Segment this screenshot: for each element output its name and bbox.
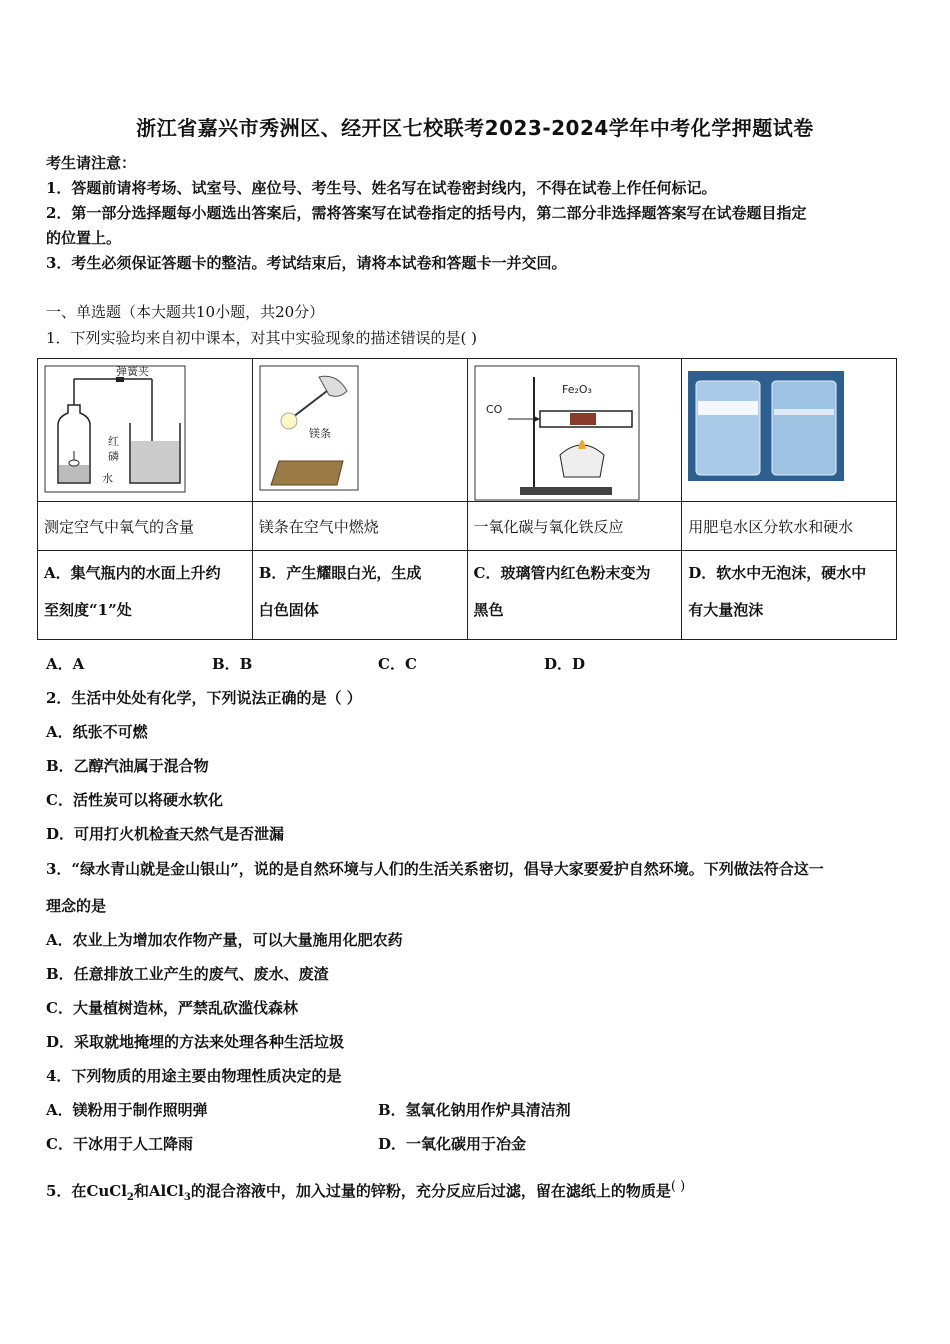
question-4-options-row2 [46, 1133, 710, 1154]
option-d[interactable]: D．可用打火机检查天然气是否泄漏 [46, 825, 285, 843]
figure-label: 红 [108, 435, 119, 448]
option-a[interactable]: A．纸张不可燃 [46, 723, 148, 741]
question-3-stem-cont: 理念的是 [46, 897, 107, 915]
stem-text: 的混合溶液中，加入过量的锌粉，充分反应后过滤，留在滤纸上的物质是 [190, 1182, 671, 1200]
caption-cell: 用肥皂水区分软水和硬水 [682, 502, 897, 551]
option-c[interactable]: C．大量植树造林，严禁乱砍滥伐森林 [46, 999, 298, 1017]
caption-cell: 测定空气中氧气的含量 [38, 502, 253, 551]
description-line: A．集气瓶内的水面上升约 [44, 564, 221, 582]
stem-text: 和 [133, 1182, 149, 1200]
figure-cell-c [467, 359, 682, 502]
description-line: 白色固体 [258, 601, 319, 619]
description-cell-a [38, 551, 253, 640]
page-title: 浙江省嘉兴市秀洲区、经开区七校联考2023-2024学年中考化学押题试卷 [136, 116, 814, 140]
option-b[interactable]: B．任意排放工业产生的废气、废水、废渣 [46, 965, 329, 983]
question-5-stem [46, 1180, 685, 1203]
section-heading: 一、单选题（本大题共10小题，共20分） [46, 303, 325, 321]
question-4-stem: 4．下列物质的用途主要由物理性质决定的是 [46, 1067, 342, 1085]
question-3-stem: 3．“绿水青山就是金山银山”，说的是自然环境与人们的生活关系密切，倡导大家要爱护自然环境。下列做法符合这一 [46, 860, 824, 878]
formula-subscript: 3 [183, 1192, 191, 1203]
caption-cell: 一氧化碳与氧化铁反应 [467, 502, 682, 551]
stem-text: 5．在 [46, 1182, 87, 1200]
co-iron-oxide-figure [474, 365, 640, 501]
figure-label: 镁条 [308, 427, 331, 440]
option-d[interactable]: D．采取就地掩埋的方法来处理各种生活垃圾 [46, 1033, 345, 1051]
option-b[interactable]: B．B [212, 655, 253, 673]
figure-label: Fe₂O₃ [561, 383, 592, 396]
figure-label: 弹簧夹 [116, 365, 149, 378]
notice-item: 3．考生必须保证答题卡的整洁。考试结束后，请将本试卷和答题卡一并交回。 [46, 254, 567, 272]
figure-cell-d [682, 359, 897, 502]
description-line: D．软水中无泡沫，硬水中 [688, 564, 867, 582]
option-c[interactable]: C．C [378, 655, 417, 673]
description-line: 至刻度“1”处 [44, 601, 132, 619]
question-2-stem: 2．生活中处处有化学，下列说法正确的是（ ） [46, 689, 362, 707]
figure-label: CO [485, 403, 502, 416]
option-d[interactable]: D．D [544, 655, 586, 673]
soap-water-figure [688, 371, 844, 481]
formula: AlCl [148, 1182, 184, 1200]
notice-item: 2．第一部分选择题每小题选出答案后，需将答案写在试卷指定的括号内，第二部分非选择题答案写在试卷题目指定 [46, 204, 807, 222]
description-line: 黑色 [473, 601, 504, 619]
notice-item: 的位置上。 [46, 229, 122, 247]
option-d[interactable]: D．一氧化碳用于冶金 [378, 1135, 527, 1153]
magnesium-burning-figure [259, 365, 359, 491]
question-1-stem: 1．下列实验均来自初中课本，对其中实验现象的描述错误的是( ) [46, 329, 478, 347]
option-a[interactable]: A．A [46, 655, 85, 673]
oxygen-measurement-figure [44, 365, 186, 493]
figure-label: 水 [102, 472, 113, 485]
option-b[interactable]: B．乙醇汽油属于混合物 [46, 757, 209, 775]
description-cell-b [252, 551, 467, 640]
option-a[interactable]: A．镁粉用于制作照明弹 [46, 1101, 208, 1119]
caption-cell: 镁条在空气中燃烧 [252, 502, 467, 551]
formula: CuCl [86, 1182, 127, 1200]
figure-cell-a [38, 359, 253, 502]
option-a[interactable]: A．农业上为增加农作物产量，可以大量施用化肥农药 [46, 931, 403, 949]
option-c[interactable]: C．干冰用于人工降雨 [46, 1135, 193, 1153]
description-line: 有大量泡沫 [688, 601, 764, 619]
notice-item: 1．答题前请将考场、试室号、座位号、考生号、姓名写在试卷密封线内，不得在试卷上作任何标记。 [46, 179, 717, 197]
answer-bracket: ( ) [670, 1179, 686, 1194]
description-line: B．产生耀眼白光，生成 [258, 564, 422, 582]
figure-cell-b [252, 359, 467, 502]
notice-heading: 考生请注意： [46, 154, 137, 172]
description-cell-c [467, 551, 682, 640]
description-cell-d [682, 551, 897, 640]
formula-subscript: 2 [126, 1192, 134, 1203]
option-c[interactable]: C．活性炭可以将硬水软化 [46, 791, 223, 809]
question-4-options-row1 [46, 1099, 710, 1120]
figure-label: 磷 [108, 450, 119, 463]
experiment-table [37, 358, 897, 640]
option-b[interactable]: B．氢氧化钠用作炉具清洁剂 [378, 1101, 571, 1119]
question-1-options [46, 653, 710, 674]
description-line: C．玻璃管内红色粉末变为 [473, 564, 651, 582]
